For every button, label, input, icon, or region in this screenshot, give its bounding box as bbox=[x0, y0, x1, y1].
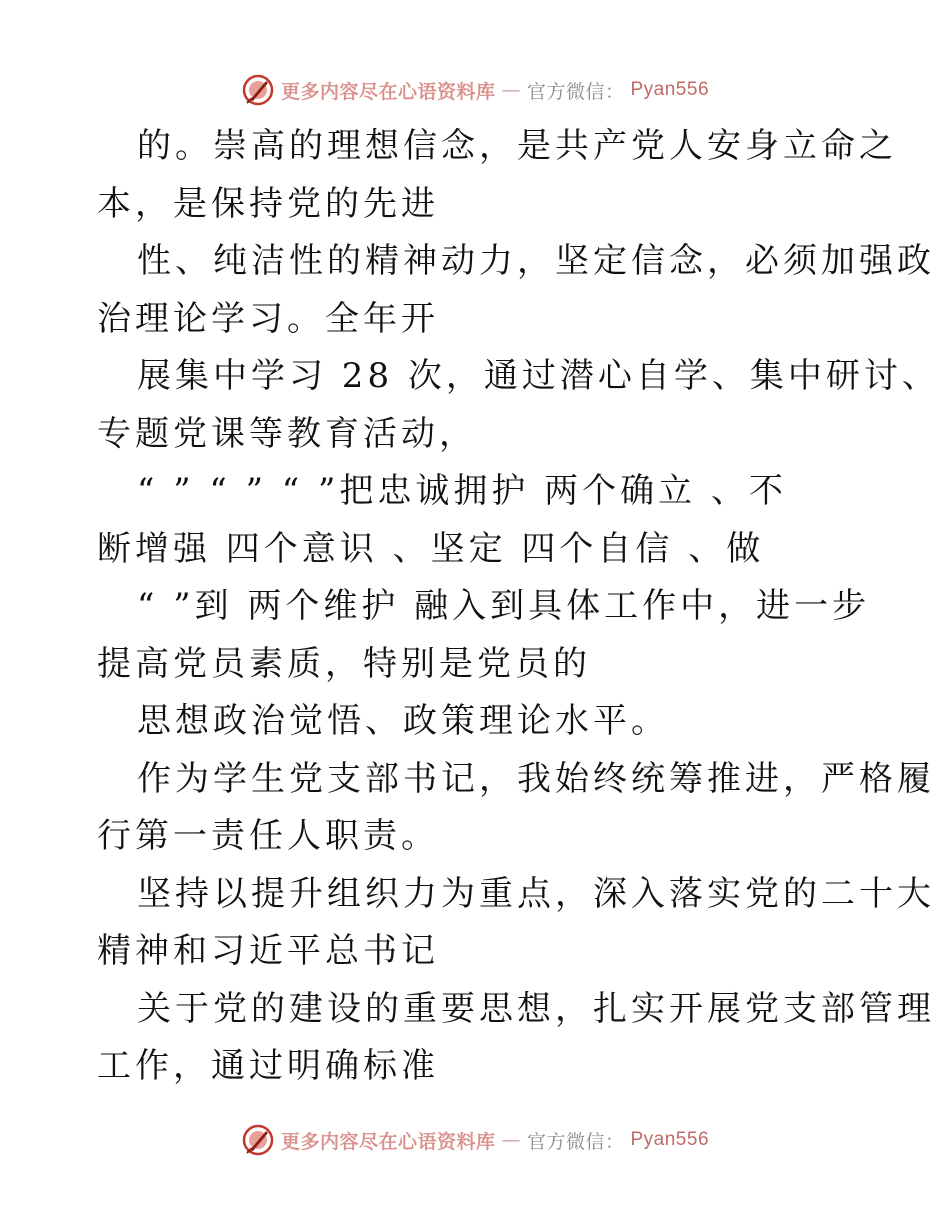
text-line: 精神和习近平总书记 bbox=[97, 931, 439, 971]
text-line: 思想政治觉悟、政策理论水平。 bbox=[137, 701, 669, 741]
text-line: “ ”到 两个维护 融入到具体工作中，进一步 bbox=[137, 586, 871, 626]
watermark-dash: — bbox=[501, 1129, 521, 1151]
text-line: 性、纯洁性的精神动力，坚定信念，必须加强政 bbox=[137, 241, 935, 281]
text-line: 关于党的建设的重要思想，扎实开展党支部管理 bbox=[137, 988, 935, 1029]
text-line: 展集中学习 28 次，通过潜心自学、集中研讨、 bbox=[137, 356, 940, 396]
text-line: 行第一责任人职责。 bbox=[97, 816, 439, 856]
text-line: 作为学生党支部书记，我始终统筹推进，严格履 bbox=[137, 758, 935, 799]
watermark-library-text: 更多内容尽在心语资料库 bbox=[280, 80, 496, 103]
header-watermark bbox=[0, 68, 950, 112]
quill-seal-icon bbox=[241, 1123, 275, 1157]
watermark-dash: — bbox=[501, 79, 521, 101]
watermark-official-text: 官方微信： bbox=[526, 1130, 625, 1153]
body-paragraph bbox=[97, 118, 940, 1096]
watermark-wechat-id: Pyan556 bbox=[630, 79, 710, 100]
text-line: “ ” “ ” “ ”把忠诚拥护 两个确立 、不 bbox=[137, 471, 787, 511]
watermark-library-text: 更多内容尽在心语资料库 bbox=[280, 1130, 496, 1153]
watermark-official-text: 官方微信： bbox=[526, 80, 625, 103]
text-line: 的。崇高的理想信念，是共产党人安身立命之 bbox=[137, 126, 897, 166]
footer-watermark bbox=[0, 1118, 950, 1162]
text-line: 坚持以提升组织力为重点，深入落实党的二十大 bbox=[137, 873, 935, 914]
quill-seal-icon bbox=[241, 73, 275, 107]
watermark-wechat-id: Pyan556 bbox=[630, 1129, 710, 1150]
text-line: 工作，通过明确标准 bbox=[97, 1046, 439, 1086]
text-line: 提高党员素质，特别是党员的 bbox=[97, 643, 591, 684]
text-line: 本，是保持党的先进 bbox=[97, 183, 439, 224]
document-body bbox=[97, 118, 940, 1096]
text-line: 专题党课等教育活动， bbox=[97, 413, 477, 454]
text-line: 治理论学习。全年开 bbox=[97, 298, 439, 339]
text-line: 断增强 四个意识 、坚定 四个自信 、做 bbox=[97, 528, 765, 569]
